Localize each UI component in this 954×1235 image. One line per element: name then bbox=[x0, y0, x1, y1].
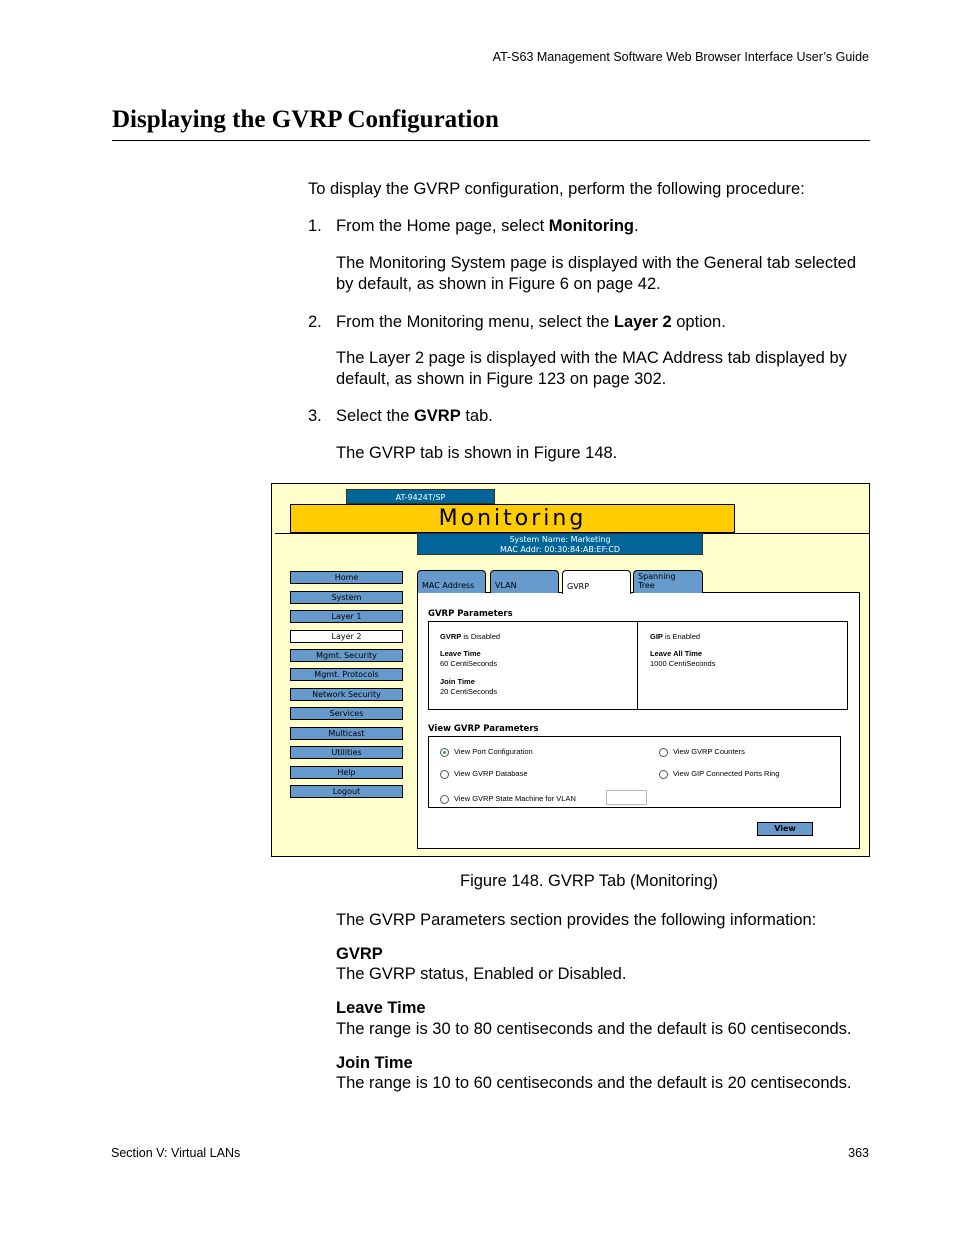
after-text: The GVRP Parameters section provides the following information: bbox=[336, 911, 817, 929]
nav-home[interactable]: Home bbox=[290, 571, 403, 584]
step-bold: Monitoring bbox=[548, 217, 634, 235]
gvrp-parameters-box bbox=[428, 621, 848, 710]
step-text: From the Monitoring menu, select the bbox=[336, 313, 614, 331]
box-divider bbox=[637, 622, 638, 709]
vlan-input[interactable] bbox=[606, 790, 647, 805]
step-3 bbox=[308, 406, 493, 427]
step-number: 1. bbox=[308, 217, 322, 235]
gvrp-status-value: is Disabled bbox=[461, 632, 501, 641]
leave-time-value: 60 CentiSeconds bbox=[440, 659, 498, 668]
mac-address: MAC Addr: 00:30:84:AB:EF:CD bbox=[500, 545, 620, 554]
leave-all-label: Leave All Time bbox=[650, 649, 703, 658]
option-view-port-configuration[interactable] bbox=[440, 747, 533, 757]
gvrp-label: GVRP bbox=[440, 632, 462, 641]
join-time bbox=[440, 677, 497, 697]
leave-all-value: 1000 CentiSeconds bbox=[650, 659, 716, 668]
nav-logout[interactable]: Logout bbox=[290, 785, 403, 798]
step-1-result: The Monitoring System page is displayed with the General tab selected by default, as shown in Figure 6 on page 42. bbox=[336, 254, 857, 293]
def-term-leave-time: Leave Time bbox=[336, 999, 426, 1017]
view-button[interactable]: View bbox=[757, 822, 813, 836]
def-term-join-time: Join Time bbox=[336, 1054, 413, 1072]
option-label: View GVRP Counters bbox=[673, 747, 745, 756]
heading-rule bbox=[112, 140, 870, 141]
option-label: View GIP Connected Ports Ring bbox=[673, 769, 780, 778]
def-desc-gvrp: The GVRP status, Enabled or Disabled. bbox=[336, 965, 627, 983]
nav-mgmt-security[interactable]: Mgmt. Security bbox=[290, 649, 403, 662]
step-2 bbox=[308, 312, 726, 333]
option-label: View GVRP Database bbox=[454, 769, 528, 778]
tab-mac-address[interactable]: MAC Address bbox=[417, 570, 486, 593]
step-text: Select the bbox=[336, 407, 414, 425]
gip-status-value: is Enabled bbox=[662, 632, 701, 641]
running-header: AT-S63 Management Software Web Browser Interface User’s Guide bbox=[492, 50, 869, 64]
step-1 bbox=[308, 216, 639, 237]
footer-section: Section V: Virtual LANs bbox=[111, 1146, 241, 1160]
step-2-result: The Layer 2 page is displayed with the MAC Address tab displayed by default, as shown in Figure 123 on page 302. bbox=[336, 349, 847, 388]
view-gvrp-title: View GVRP Parameters bbox=[428, 724, 539, 734]
option-view-gip-ports-ring[interactable] bbox=[659, 769, 779, 779]
nav-help[interactable]: Help bbox=[290, 766, 403, 779]
step-text: . bbox=[634, 217, 639, 235]
gip-label: GIP bbox=[650, 632, 663, 641]
leave-time-label: Leave Time bbox=[440, 649, 481, 658]
view-options-box bbox=[428, 736, 841, 808]
figure-caption: Figure 148. GVRP Tab (Monitoring) bbox=[459, 872, 718, 890]
tab-spanning-tree[interactable]: Spanning Tree bbox=[633, 570, 703, 593]
step-text: From the Home page, select bbox=[336, 217, 549, 235]
nav-multicast[interactable]: Multicast bbox=[290, 727, 403, 740]
tab-vlan[interactable]: VLAN bbox=[490, 570, 559, 593]
section-heading: Displaying the GVRP Configuration bbox=[112, 106, 499, 133]
intro-text: To display the GVRP configuration, perform the following procedure: bbox=[308, 180, 805, 198]
def-desc-join-time: The range is 10 to 60 centiseconds and the default is 20 centiseconds. bbox=[336, 1074, 852, 1092]
system-name: System Name: Marketing bbox=[509, 535, 611, 544]
footer-page-number: 363 bbox=[848, 1146, 869, 1160]
nav-services[interactable]: Services bbox=[290, 707, 403, 720]
radio-selected-icon[interactable] bbox=[440, 748, 449, 757]
step-number: 3. bbox=[308, 407, 322, 425]
gvrp-panel bbox=[417, 592, 860, 849]
radio-icon[interactable] bbox=[440, 795, 449, 804]
radio-icon[interactable] bbox=[659, 770, 668, 779]
nav-utilities[interactable]: Utilities bbox=[290, 746, 403, 759]
gvrp-parameters-title: GVRP Parameters bbox=[428, 609, 513, 619]
step-bold: Layer 2 bbox=[613, 313, 672, 331]
nav-system[interactable]: System bbox=[290, 591, 403, 604]
option-view-state-machine[interactable] bbox=[440, 794, 576, 804]
nav-mgmt-protocols[interactable]: Mgmt. Protocols bbox=[290, 668, 403, 681]
option-label: View Port Configuration bbox=[454, 747, 533, 756]
monitoring-banner: Monitoring bbox=[290, 504, 735, 533]
step-text: option. bbox=[671, 313, 726, 331]
option-view-gvrp-database[interactable] bbox=[440, 769, 528, 779]
tab-gvrp[interactable]: GVRP bbox=[562, 570, 631, 594]
def-desc-leave-time: The range is 30 to 80 centiseconds and the default is 60 centiseconds. bbox=[336, 1020, 852, 1038]
join-time-value: 20 CentiSeconds bbox=[440, 687, 498, 696]
def-term-gvrp: GVRP bbox=[336, 945, 383, 963]
option-view-gvrp-counters[interactable] bbox=[659, 747, 745, 757]
step-3-result: The GVRP tab is shown in Figure 148. bbox=[336, 444, 618, 462]
nav-network-security[interactable]: Network Security bbox=[290, 688, 403, 701]
join-time-label: Join Time bbox=[440, 677, 475, 686]
leave-all-time bbox=[650, 649, 715, 669]
system-info bbox=[417, 533, 703, 555]
step-text: tab. bbox=[460, 407, 493, 425]
gvrp-screenshot-figure bbox=[271, 483, 870, 857]
radio-icon[interactable] bbox=[659, 748, 668, 757]
nav-layer-2[interactable]: Layer 2 bbox=[290, 630, 403, 643]
step-number: 2. bbox=[308, 313, 322, 331]
option-label: View GVRP State Machine for VLAN bbox=[454, 794, 576, 803]
radio-icon[interactable] bbox=[440, 770, 449, 779]
step-bold: GVRP bbox=[413, 407, 461, 425]
gip-status bbox=[650, 632, 700, 642]
leave-time bbox=[440, 649, 497, 669]
nav-layer-1[interactable]: Layer 1 bbox=[290, 610, 403, 623]
model-label: AT-9424T/SP bbox=[346, 489, 495, 504]
gvrp-status bbox=[440, 632, 500, 642]
